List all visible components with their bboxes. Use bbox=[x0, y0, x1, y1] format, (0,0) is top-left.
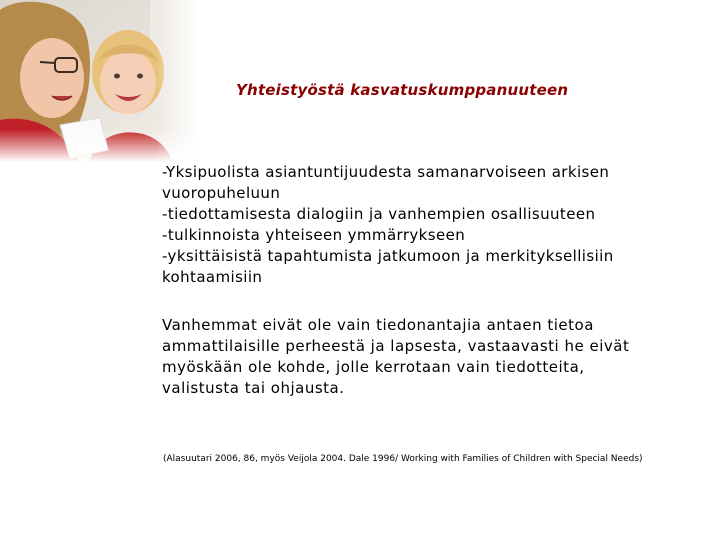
bullet-line: -Yksipuolista asiantuntijuudesta samanarvoiseen arkisen bbox=[162, 163, 610, 181]
body-paragraph bbox=[162, 315, 682, 399]
bullet-line: -yksittäisistä tapahtumista jatkumoon ja merkityksellisiin bbox=[162, 247, 614, 265]
bullet-line: vuoropuheluun bbox=[162, 184, 281, 202]
slide-title: Yhteistyöstä kasvatuskumppanuuteen bbox=[236, 81, 569, 99]
paragraph-line: myöskään ole kohde, jolle kerrotaan vain tiedotteita, bbox=[162, 358, 585, 376]
bullet-line: -tiedottamisesta dialogiin ja vanhempien osallisuuteen bbox=[162, 205, 596, 223]
bullet-line: -tulkinnoista yhteiseen ymmärrykseen bbox=[162, 226, 466, 244]
citation: (Alasuutari 2006, 86, myös Veijola 2004. Dale 1996/ Working with Families of Children with Special Needs) bbox=[163, 454, 643, 464]
bullet-list bbox=[162, 162, 682, 288]
mother-child-photo bbox=[0, 0, 200, 162]
bullet-line: kohtaamisiin bbox=[162, 268, 263, 286]
paragraph-line: ammattilaisille perheestä ja lapsesta, vastaavasti he eivät bbox=[162, 337, 630, 355]
mother-and-child-photo-icon bbox=[0, 0, 200, 162]
paragraph-line: valistusta tai ohjausta. bbox=[162, 379, 345, 397]
paragraph-line: Vanhemmat eivät ole vain tiedonantajia antaen tietoa bbox=[162, 316, 594, 334]
